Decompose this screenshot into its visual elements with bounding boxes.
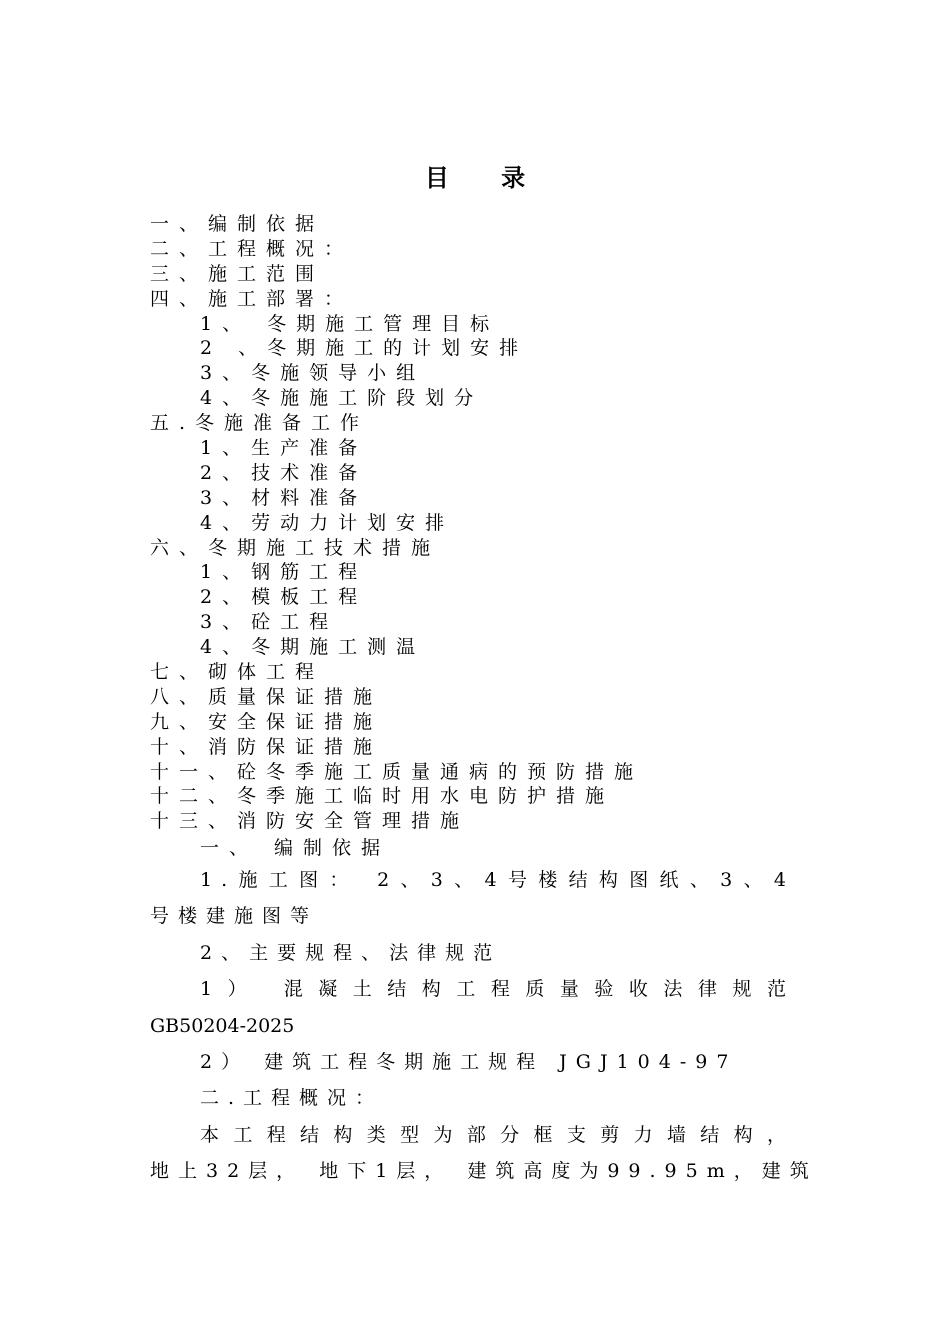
paragraph-drawings-line1: 1.施工图： 2、3、4号楼结构图纸、3、4 [200,869,795,891]
toc-item: 七、砌体工程 [150,661,325,684]
toc-item: 十、消防保证措施 [150,735,383,758]
toc-item: 4、冬施施工阶段划分 [200,387,484,410]
toc-item: 4、劳动力计划安排 [200,511,455,534]
toc-item: 1、 冬期施工管理目标 [200,312,500,335]
table-of-contents [150,212,643,834]
toc-title: 目 录 [424,164,548,192]
document-body [150,834,818,1190]
toc-item: 六、冬期施工技术措施 [150,536,441,559]
toc-item: 十一、砼冬季施工质量通病的预防措施 [150,760,644,783]
toc-item: 三、施工范围 [150,262,325,285]
section-heading-overview: 二.工程概况： [200,1087,384,1110]
toc-item: 十二、冬季施工临时用水电防护措施 [150,785,615,808]
toc-item: 2 、冬期施工的计划安排 [200,337,529,360]
toc-item: 2、技术准备 [200,461,368,484]
toc-item: 一、编制依据 [150,213,325,235]
paragraph-standard2: 2） 建筑工程冬期施工规程 JGJ104-97 [200,1050,738,1073]
toc-item: 3、材料准备 [200,486,368,509]
toc-item: 3、砼工程 [200,611,339,634]
paragraph-overview-line2: 地上32层， 地下1层， 建筑高度为99.95m，建筑 [150,1160,818,1183]
toc-item: 2、模板工程 [200,586,368,609]
toc-item: 3、冬施领导小组 [200,362,426,385]
paragraph-standard1-line1: 1） 混凝土结构工程质量验收法律规范 [200,978,795,1001]
paragraph-regulations: 2、主要规程、法律规范 [200,941,502,964]
paragraph-standard1-line2: GB50204-2025 [150,1014,295,1037]
paragraph-overview-line1: 本工程结构类型为部分框支剪力墙结构， [200,1123,795,1146]
toc-item: 五.冬施准备工作 [150,412,370,435]
paragraph-drawings-line2: 号楼建施图等 [150,905,319,928]
toc-item: 4、冬期施工测温 [200,636,426,659]
toc-item: 九、安全保证措施 [150,710,383,733]
toc-item: 十三、消防安全管理措施 [150,810,470,833]
toc-item: 1、生产准备 [200,437,368,460]
toc-item: 二、工程概况： [150,237,354,260]
toc-item: 八、质量保证措施 [150,685,383,708]
section-heading-basis: 一、 编制依据 [200,837,391,859]
toc-item: 1、钢筋工程 [200,561,368,584]
toc-item: 四、施工部署： [150,287,354,310]
